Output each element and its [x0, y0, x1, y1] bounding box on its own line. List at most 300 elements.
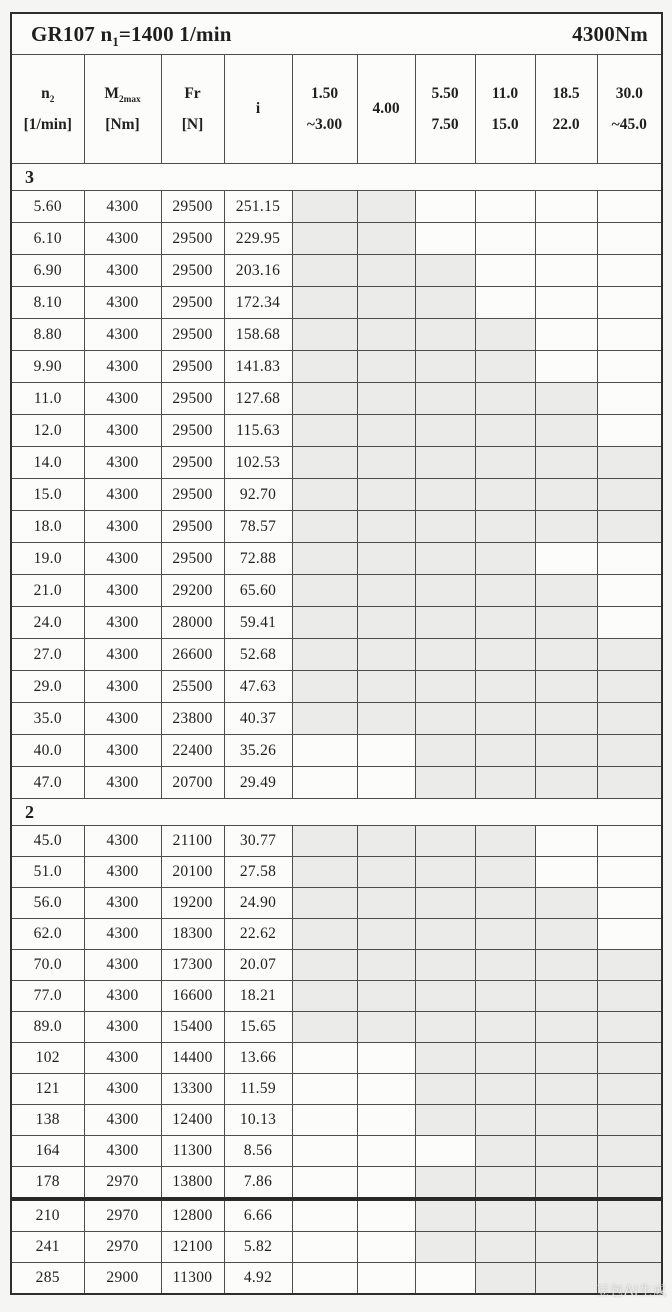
ratio-cell-5-shaded — [597, 1074, 662, 1105]
cell-fr: 13800 — [161, 1167, 224, 1200]
ratio-range-line1: 11.0 — [491, 84, 519, 102]
ratio-cell-1-shaded — [357, 607, 415, 639]
ratio-cell-0-shaded — [292, 287, 357, 319]
ratio-cell-4-shaded — [535, 981, 597, 1012]
cell-fr: 16600 — [161, 981, 224, 1012]
ratio-cell-2-shaded — [415, 319, 475, 351]
ratio-cell-0-plain — [292, 1105, 357, 1136]
ratio-cell-3-shaded — [475, 1199, 535, 1232]
ratio-cell-1-shaded — [357, 255, 415, 287]
cell-m2max: 4300 — [84, 735, 161, 767]
cell-m2max: 4300 — [84, 287, 161, 319]
ratio-cell-0-shaded — [292, 447, 357, 479]
ratio-cell-2-shaded — [415, 575, 475, 607]
ratio-cell-4-shaded — [535, 1043, 597, 1074]
cell-i: 115.63 — [224, 415, 292, 447]
ratio-cell-4-shaded — [535, 919, 597, 950]
ratio-cell-3-shaded — [475, 351, 535, 383]
cell-m2max: 4300 — [84, 351, 161, 383]
ratio-cell-1-shaded — [357, 479, 415, 511]
ratio-cell-5-shaded — [597, 981, 662, 1012]
ratio-cell-0-plain — [292, 1263, 357, 1295]
cell-fr: 23800 — [161, 703, 224, 735]
ratio-cell-1-shaded — [357, 703, 415, 735]
ai-watermark: 豆包AI生成 — [596, 1284, 667, 1299]
col-header-ratio-1 — [357, 55, 415, 164]
cell-fr: 18300 — [161, 919, 224, 950]
cell-i: 40.37 — [224, 703, 292, 735]
cell-fr: 29500 — [161, 415, 224, 447]
cell-fr: 29500 — [161, 511, 224, 543]
ratio-cell-0-shaded — [292, 826, 357, 857]
table-title-right-torque: 4300Nm — [572, 21, 648, 46]
ratio-cell-2-shaded — [415, 639, 475, 671]
cell-n2: 6.90 — [11, 255, 84, 287]
cell-fr: 29500 — [161, 223, 224, 255]
ratio-cell-1-shaded — [357, 826, 415, 857]
cell-fr: 19200 — [161, 888, 224, 919]
ratio-cell-0-shaded — [292, 981, 357, 1012]
cell-i: 30.77 — [224, 826, 292, 857]
table-title-left: GR107 $n_1=1400$ 1/min — [31, 21, 232, 49]
ratio-cell-3-shaded — [475, 826, 535, 857]
data-row-n2-70.0 — [11, 950, 662, 981]
cell-i: 35.26 — [224, 735, 292, 767]
ratio-cell-1-shaded — [357, 383, 415, 415]
ratio-cell-3-shaded — [475, 1074, 535, 1105]
cell-fr: 22400 — [161, 735, 224, 767]
cell-m2max: 4300 — [84, 1074, 161, 1105]
ratio-cell-3-shaded — [475, 1105, 535, 1136]
cell-i: 203.16 — [224, 255, 292, 287]
cell-i: 102.53 — [224, 447, 292, 479]
ratio-cell-3-shaded — [475, 919, 535, 950]
ratio-cell-2-shaded — [415, 607, 475, 639]
cell-i: 127.68 — [224, 383, 292, 415]
cell-m2max: 4300 — [84, 543, 161, 575]
ratio-cell-4-shaded — [535, 767, 597, 799]
ratio-cell-0-shaded — [292, 1012, 357, 1043]
m2max-symbol: $M_{2max}$ — [104, 84, 141, 105]
ratio-cell-3-shaded — [475, 735, 535, 767]
ratio-cell-0-shaded — [292, 950, 357, 981]
cell-i: 22.62 — [224, 919, 292, 950]
ratio-cell-3-shaded — [475, 857, 535, 888]
ratio-cell-4-shaded — [535, 671, 597, 703]
cell-fr: 28000 — [161, 607, 224, 639]
ratio-cell-0-shaded — [292, 703, 357, 735]
cell-m2max: 4300 — [84, 981, 161, 1012]
cell-n2: 19.0 — [11, 543, 84, 575]
ratio-cell-1-plain — [357, 1167, 415, 1200]
col-header-ratio-4 — [535, 55, 597, 164]
cell-n2: 77.0 — [11, 981, 84, 1012]
data-row-n2-29.0 — [11, 671, 662, 703]
col-header-fr — [161, 55, 224, 164]
cell-m2max: 4300 — [84, 575, 161, 607]
ratio-cell-4-shaded — [535, 1012, 597, 1043]
ratio-cell-3-shaded — [475, 1167, 535, 1200]
ratio-cell-0-plain — [292, 1136, 357, 1167]
cell-n2: 9.90 — [11, 351, 84, 383]
ratio-cell-0-shaded — [292, 888, 357, 919]
ratio-cell-2-shaded — [415, 826, 475, 857]
ratio-cell-3-shaded — [475, 319, 535, 351]
ratio-cell-5-shaded — [597, 671, 662, 703]
cell-n2: 164 — [11, 1136, 84, 1167]
data-row-n2-164 — [11, 1136, 662, 1167]
ratio-cell-1-shaded — [357, 447, 415, 479]
col-header-ratio-0 — [292, 55, 357, 164]
ratio-cell-2-shaded — [415, 888, 475, 919]
ratio-cell-1-shaded — [357, 575, 415, 607]
cell-fr: 13300 — [161, 1074, 224, 1105]
cell-n2: 210 — [11, 1199, 84, 1232]
ratio-cell-3-shaded — [475, 607, 535, 639]
ratio-cell-3-shaded — [475, 767, 535, 799]
n2-subscript: 2 — [49, 94, 55, 105]
cell-fr: 29500 — [161, 479, 224, 511]
ratio-cell-5-shaded — [597, 703, 662, 735]
col-header-ratio-5 — [597, 55, 662, 164]
cell-i: 78.57 — [224, 511, 292, 543]
cell-n2: 29.0 — [11, 671, 84, 703]
cell-fr: 11300 — [161, 1136, 224, 1167]
gear-ratings-table — [10, 12, 663, 1295]
ratio-cell-0-plain — [292, 1167, 357, 1200]
cell-m2max: 4300 — [84, 447, 161, 479]
ratio-cell-1-shaded — [357, 415, 415, 447]
cell-n2: 45.0 — [11, 826, 84, 857]
ratio-cell-4-shaded — [535, 1199, 597, 1232]
cell-i: 6.66 — [224, 1199, 292, 1232]
ratio-cell-0-shaded — [292, 671, 357, 703]
ratio-cell-0-shaded — [292, 351, 357, 383]
cell-n2: 8.80 — [11, 319, 84, 351]
ratio-cell-2-shaded — [415, 511, 475, 543]
ratio-cell-2-shaded — [415, 857, 475, 888]
ratio-cell-5-shaded — [597, 639, 662, 671]
ratio-cell-4-shaded — [535, 415, 597, 447]
cell-fr: 29200 — [161, 575, 224, 607]
section-label: 2 — [11, 799, 662, 826]
cell-n2: 89.0 — [11, 1012, 84, 1043]
cell-n2: 178 — [11, 1167, 84, 1200]
section-label-row-3 — [11, 164, 662, 191]
ratio-cell-5-shaded — [597, 735, 662, 767]
cell-fr: 21100 — [161, 826, 224, 857]
ratio-cell-0-shaded — [292, 543, 357, 575]
cell-i: 4.92 — [224, 1263, 292, 1295]
ratio-cell-5-plain — [597, 888, 662, 919]
ratio-cell-2-plain — [415, 191, 475, 223]
cell-i: 72.88 — [224, 543, 292, 575]
ratio-cell-3-shaded — [475, 383, 535, 415]
table-title-row — [11, 13, 662, 55]
ratio-cell-0-shaded — [292, 479, 357, 511]
ratio-cell-2-shaded — [415, 543, 475, 575]
n2-unit: [1/min] — [23, 116, 72, 133]
cell-n2: 138 — [11, 1105, 84, 1136]
ratio-cell-2-shaded — [415, 1074, 475, 1105]
ratio-cell-1-shaded — [357, 191, 415, 223]
ratio-cell-1-shaded — [357, 287, 415, 319]
cell-n2: 40.0 — [11, 735, 84, 767]
cell-n2: 285 — [11, 1263, 84, 1295]
ratio-cell-0-shaded — [292, 639, 357, 671]
cell-n2: 14.0 — [11, 447, 84, 479]
ratio-cell-3-shaded — [475, 888, 535, 919]
ratio-cell-5-shaded — [597, 447, 662, 479]
ratio-cell-4-shaded — [535, 1105, 597, 1136]
ratio-cell-5-shaded — [597, 1136, 662, 1167]
cell-fr: 12400 — [161, 1105, 224, 1136]
cell-fr: 12100 — [161, 1232, 224, 1263]
ratio-cell-2-shaded — [415, 287, 475, 319]
n2-symbol: $n_2$ — [41, 84, 55, 105]
cell-i: 52.68 — [224, 639, 292, 671]
ratio-cell-2-shaded — [415, 981, 475, 1012]
data-row-n2-6.90 — [11, 255, 662, 287]
ratio-cell-0-shaded — [292, 857, 357, 888]
cell-fr: 29500 — [161, 191, 224, 223]
cell-fr: 29500 — [161, 287, 224, 319]
ratio-range-line2: 22.0 — [552, 116, 580, 133]
section-label-row-2 — [11, 799, 662, 826]
data-row-n2-102 — [11, 1043, 662, 1074]
ratio-cell-4-plain — [535, 255, 597, 287]
ratio-cell-4-shaded — [535, 447, 597, 479]
ratio-cell-3-shaded — [475, 981, 535, 1012]
ratio-cell-5-plain — [597, 351, 662, 383]
ratio-cell-0-shaded — [292, 255, 357, 287]
ratio-cell-2-shaded — [415, 447, 475, 479]
ratio-range-line2: ~3.00 — [306, 116, 343, 133]
data-row-n2-121 — [11, 1074, 662, 1105]
cell-n2: 5.60 — [11, 191, 84, 223]
ratio-cell-4-shaded — [535, 1167, 597, 1200]
data-row-n2-45.0 — [11, 826, 662, 857]
cell-n2: 12.0 — [11, 415, 84, 447]
ratio-cell-0-plain — [292, 1232, 357, 1263]
data-row-n2-18.0 — [11, 511, 662, 543]
cell-n2: 51.0 — [11, 857, 84, 888]
ratio-cell-4-plain — [535, 543, 597, 575]
ratio-cell-1-shaded — [357, 981, 415, 1012]
cell-i: 229.95 — [224, 223, 292, 255]
col-header-ratio-2 — [415, 55, 475, 164]
cell-i: 47.63 — [224, 671, 292, 703]
cell-m2max: 4300 — [84, 607, 161, 639]
ratio-cell-1-plain — [357, 1074, 415, 1105]
ratio-cell-1-shaded — [357, 919, 415, 950]
cell-i: 141.83 — [224, 351, 292, 383]
ratio-cell-4-shaded — [535, 575, 597, 607]
cell-i: 65.60 — [224, 575, 292, 607]
cell-fr: 29500 — [161, 255, 224, 287]
ratio-range-line1: 1.50 — [310, 84, 339, 102]
cell-fr: 11300 — [161, 1263, 224, 1295]
data-row-n2-47.0 — [11, 767, 662, 799]
ratio-cell-1-plain — [357, 1136, 415, 1167]
ratio-cell-5-plain — [597, 575, 662, 607]
data-row-n2-40.0 — [11, 735, 662, 767]
ratio-cell-0-plain — [292, 1043, 357, 1074]
data-row-n2-24.0 — [11, 607, 662, 639]
ratio-cell-1-plain — [357, 1199, 415, 1232]
data-row-n2-89.0 — [11, 1012, 662, 1043]
ratio-cell-1-shaded — [357, 671, 415, 703]
ratio-cell-1-plain — [357, 767, 415, 799]
ratio-cell-0-shaded — [292, 575, 357, 607]
ratio-cell-0-plain — [292, 1074, 357, 1105]
cell-m2max: 4300 — [84, 1043, 161, 1074]
ratio-cell-5-shaded — [597, 1012, 662, 1043]
cell-m2max: 2970 — [84, 1232, 161, 1263]
ratio-cell-5-shaded — [597, 1232, 662, 1263]
ratio-cell-0-plain — [292, 1199, 357, 1232]
cell-m2max: 4300 — [84, 383, 161, 415]
cell-m2max: 4300 — [84, 1012, 161, 1043]
ratio-cell-1-shaded — [357, 857, 415, 888]
cell-m2max: 4300 — [84, 255, 161, 287]
ratio-cell-5-plain — [597, 319, 662, 351]
ratio-cell-5-plain — [597, 415, 662, 447]
ratio-cell-3-shaded — [475, 703, 535, 735]
ratio-cell-5-plain — [597, 255, 662, 287]
data-row-n2-62.0 — [11, 919, 662, 950]
cell-n2: 102 — [11, 1043, 84, 1074]
ratio-cell-1-shaded — [357, 511, 415, 543]
cell-n2: 47.0 — [11, 767, 84, 799]
ratio-cell-2-shaded — [415, 1199, 475, 1232]
cell-m2max: 4300 — [84, 919, 161, 950]
ratio-cell-1-shaded — [357, 351, 415, 383]
data-row-n2-9.90 — [11, 351, 662, 383]
cell-m2max: 4300 — [84, 1136, 161, 1167]
ratio-cell-4-shaded — [535, 607, 597, 639]
ratio-cell-0-shaded — [292, 607, 357, 639]
cell-n2: 121 — [11, 1074, 84, 1105]
ratio-cell-5-plain — [597, 857, 662, 888]
cell-n2: 11.0 — [11, 383, 84, 415]
ratio-range-line1: 4.00 — [372, 100, 400, 118]
cell-fr: 15400 — [161, 1012, 224, 1043]
cell-n2: 70.0 — [11, 950, 84, 981]
data-row-n2-8.80 — [11, 319, 662, 351]
data-row-n2-12.0 — [11, 415, 662, 447]
cell-i: 172.34 — [224, 287, 292, 319]
ratio-cell-4-shaded — [535, 703, 597, 735]
ratio-cell-4-plain — [535, 223, 597, 255]
ratio-cell-2-shaded — [415, 479, 475, 511]
cell-fr: 29500 — [161, 319, 224, 351]
ratio-cell-1-shaded — [357, 1012, 415, 1043]
ratio-cell-5-shaded — [597, 767, 662, 799]
ratio-cell-0-shaded — [292, 319, 357, 351]
ratio-cell-0-shaded — [292, 383, 357, 415]
ratio-cell-5-shaded — [597, 1167, 662, 1200]
ratio-range-line2: ~45.0 — [611, 116, 647, 133]
n1-subscript: 1 — [112, 34, 119, 49]
ratio-cell-4-shaded — [535, 888, 597, 919]
ratio-cell-3-plain — [475, 287, 535, 319]
ratio-cell-1-plain — [357, 1232, 415, 1263]
cell-fr: 29500 — [161, 543, 224, 575]
ratio-cell-3-shaded — [475, 479, 535, 511]
ratio-cell-5-plain — [597, 826, 662, 857]
cell-i: 24.90 — [224, 888, 292, 919]
ratio-cell-4-plain — [535, 857, 597, 888]
cell-i: 18.21 — [224, 981, 292, 1012]
ratio-cell-2-shaded — [415, 735, 475, 767]
m2max-subscript: 2max — [118, 94, 141, 105]
ratio-cell-2-plain — [415, 1263, 475, 1295]
cell-m2max: 4300 — [84, 191, 161, 223]
ratio-cell-1-shaded — [357, 543, 415, 575]
ratio-cell-4-shaded — [535, 950, 597, 981]
ratio-range-line1: 5.50 — [431, 84, 459, 102]
cell-n2: 24.0 — [11, 607, 84, 639]
ratio-cell-3-shaded — [475, 1232, 535, 1263]
cell-i: 29.49 — [224, 767, 292, 799]
ratio-cell-1-shaded — [357, 888, 415, 919]
ratio-cell-1-plain — [357, 735, 415, 767]
cell-n2: 21.0 — [11, 575, 84, 607]
data-row-n2-51.0 — [11, 857, 662, 888]
ratio-cell-2-shaded — [415, 1043, 475, 1074]
data-row-n2-15.0 — [11, 479, 662, 511]
cell-m2max: 4300 — [84, 703, 161, 735]
cell-i: 8.56 — [224, 1136, 292, 1167]
cell-n2: 18.0 — [11, 511, 84, 543]
ratio-cell-2-shaded — [415, 255, 475, 287]
data-row-n2-35.0 — [11, 703, 662, 735]
cell-m2max: 2970 — [84, 1167, 161, 1200]
ratio-cell-4-shaded — [535, 735, 597, 767]
ratio-cell-4-shaded — [535, 383, 597, 415]
data-row-n2-285 — [11, 1263, 662, 1295]
cell-n2: 15.0 — [11, 479, 84, 511]
cell-n2: 27.0 — [11, 639, 84, 671]
cell-i: 92.70 — [224, 479, 292, 511]
ratio-cell-5-shaded — [597, 1105, 662, 1136]
cell-n2: 8.10 — [11, 287, 84, 319]
ratio-range-line1: 18.5 — [552, 84, 580, 102]
ratio-cell-5-plain — [597, 287, 662, 319]
ratio-cell-4-shaded — [535, 1263, 597, 1295]
cell-m2max: 4300 — [84, 1105, 161, 1136]
ratio-cell-4-plain — [535, 191, 597, 223]
cell-fr: 26600 — [161, 639, 224, 671]
section-label: 3 — [11, 164, 662, 191]
ratio-cell-4-shaded — [535, 639, 597, 671]
ratio-cell-5-shaded — [597, 1043, 662, 1074]
ratio-cell-5-plain — [597, 919, 662, 950]
cell-fr: 20100 — [161, 857, 224, 888]
data-row-n2-178 — [11, 1167, 662, 1200]
data-row-n2-210 — [11, 1199, 662, 1232]
ratio-cell-3-shaded — [475, 1136, 535, 1167]
cell-m2max: 4300 — [84, 479, 161, 511]
ratio-cell-4-shaded — [535, 1232, 597, 1263]
ratio-cell-4-plain — [535, 826, 597, 857]
fr-symbol: Fr — [184, 84, 201, 102]
cell-m2max: 4300 — [84, 415, 161, 447]
ratio-cell-5-plain — [597, 543, 662, 575]
cell-i: 13.66 — [224, 1043, 292, 1074]
cell-n2: 62.0 — [11, 919, 84, 950]
